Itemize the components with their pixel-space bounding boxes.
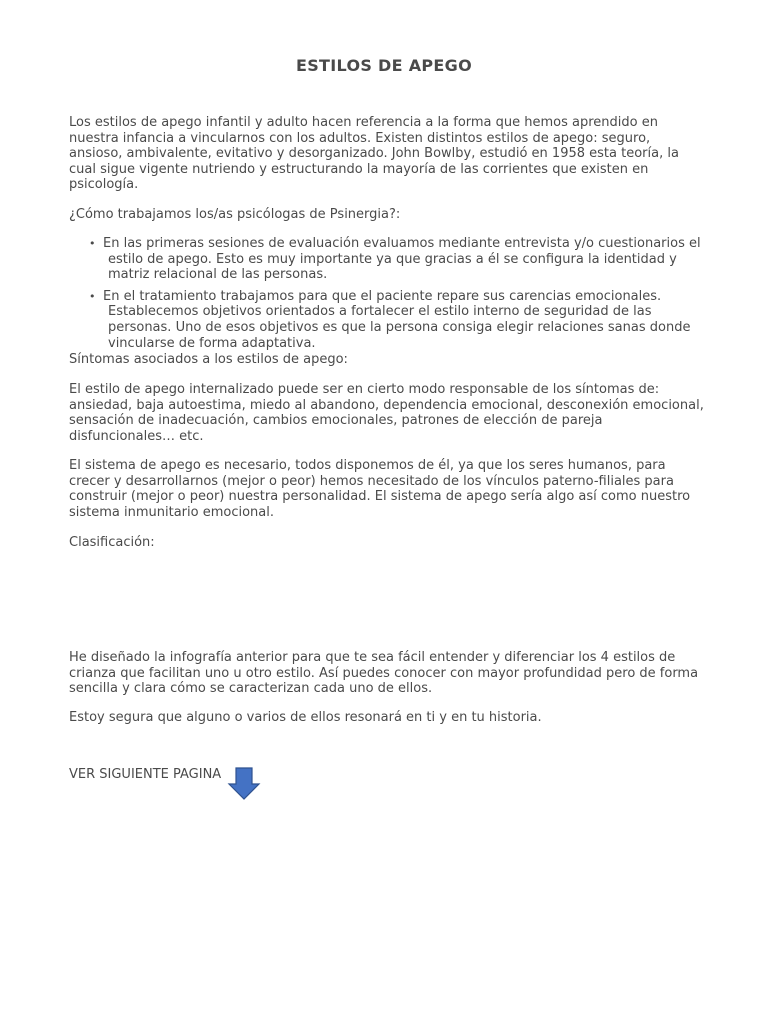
infographic-paragraph: He diseñado la infografía anterior para que te sea fácil entender y diferenciar los 4 estilos de crianza que facilitan uno u otro estilo. Así puedes conocer con mayor profundidad pero de forma sencilla y clara cómo se caracterizan cada uno de ellos. <box>69 650 699 697</box>
symptoms-heading: Síntomas asociados a los estilos de apego: <box>69 352 348 367</box>
bullet-icon: • <box>89 237 96 250</box>
list-item-text: En las primeras sesiones de evaluación evaluamos mediante entrevista y/o cuestionarios el estilo de apego. Esto es muy importante ya que gracias a él se configura la identidad y matriz relacional de las personas. <box>103 236 701 283</box>
page-title: ESTILOS DE APEGO <box>296 56 472 75</box>
see-next-page-label: VER SIGUIENTE PAGINA <box>69 767 222 782</box>
attachment-system-paragraph: El sistema de apego es necesario, todos disponemos de él, ya que los seres humanos, para crecer y desarrollarnos (mejor o peor) hemos necesitado de los vínculos paterno-filiales para construir (mejor o peor) nuestra personalidad. El sistema de apego sería algo así como nuestro sistema inmunitario emocional. <box>69 458 691 520</box>
bullet-icon: • <box>89 289 96 303</box>
resonate-paragraph: Estoy segura que alguno o varios de ellos resonará en ti y en tu historia. <box>69 710 542 725</box>
list-item-text: En el tratamiento trabajamos para que el paciente repare sus carencias emocionales. Establecemos objetivos orientados a fortalecer el estilo interno de seguridad de las personas. Uno de esos objetivos es que la persona consiga elegir relaciones sanas donde vincularse de forma adaptativa. <box>103 288 691 351</box>
intro-paragraph: Los estilos de apego infantil y adulto hacen referencia a la forma que hemos aprendido en nuestra infancia a vincularnos con los adultos. Existen distintos estilos de apego: seguro, ansioso, ambivalente, evitativo y desorganizado. John Bowlby, estudió en 1958 esta teoría, la cual sigue vigente nutriendo y estructurando la mayoría de las corrientes que existen en psicología. <box>69 115 679 193</box>
symptoms-paragraph: El estilo de apego internalizado puede ser en cierto modo responsable de los síntomas de: ansiedad, baja autoestima, miedo al abandono, dependencia emocional, desconexión emocional, sensación de inadecuación, cambios emocionales, patrones de elección de pareja disfuncionales… etc. <box>69 382 704 444</box>
method-list <box>69 236 705 357</box>
down-arrow-icon <box>227 767 261 801</box>
question-paragraph: ¿Cómo trabajamos los/as psicólogas de Psinergia?: <box>69 207 401 222</box>
list-item <box>69 289 705 351</box>
classification-heading: Clasificación: <box>69 535 155 550</box>
list-item <box>69 236 705 283</box>
